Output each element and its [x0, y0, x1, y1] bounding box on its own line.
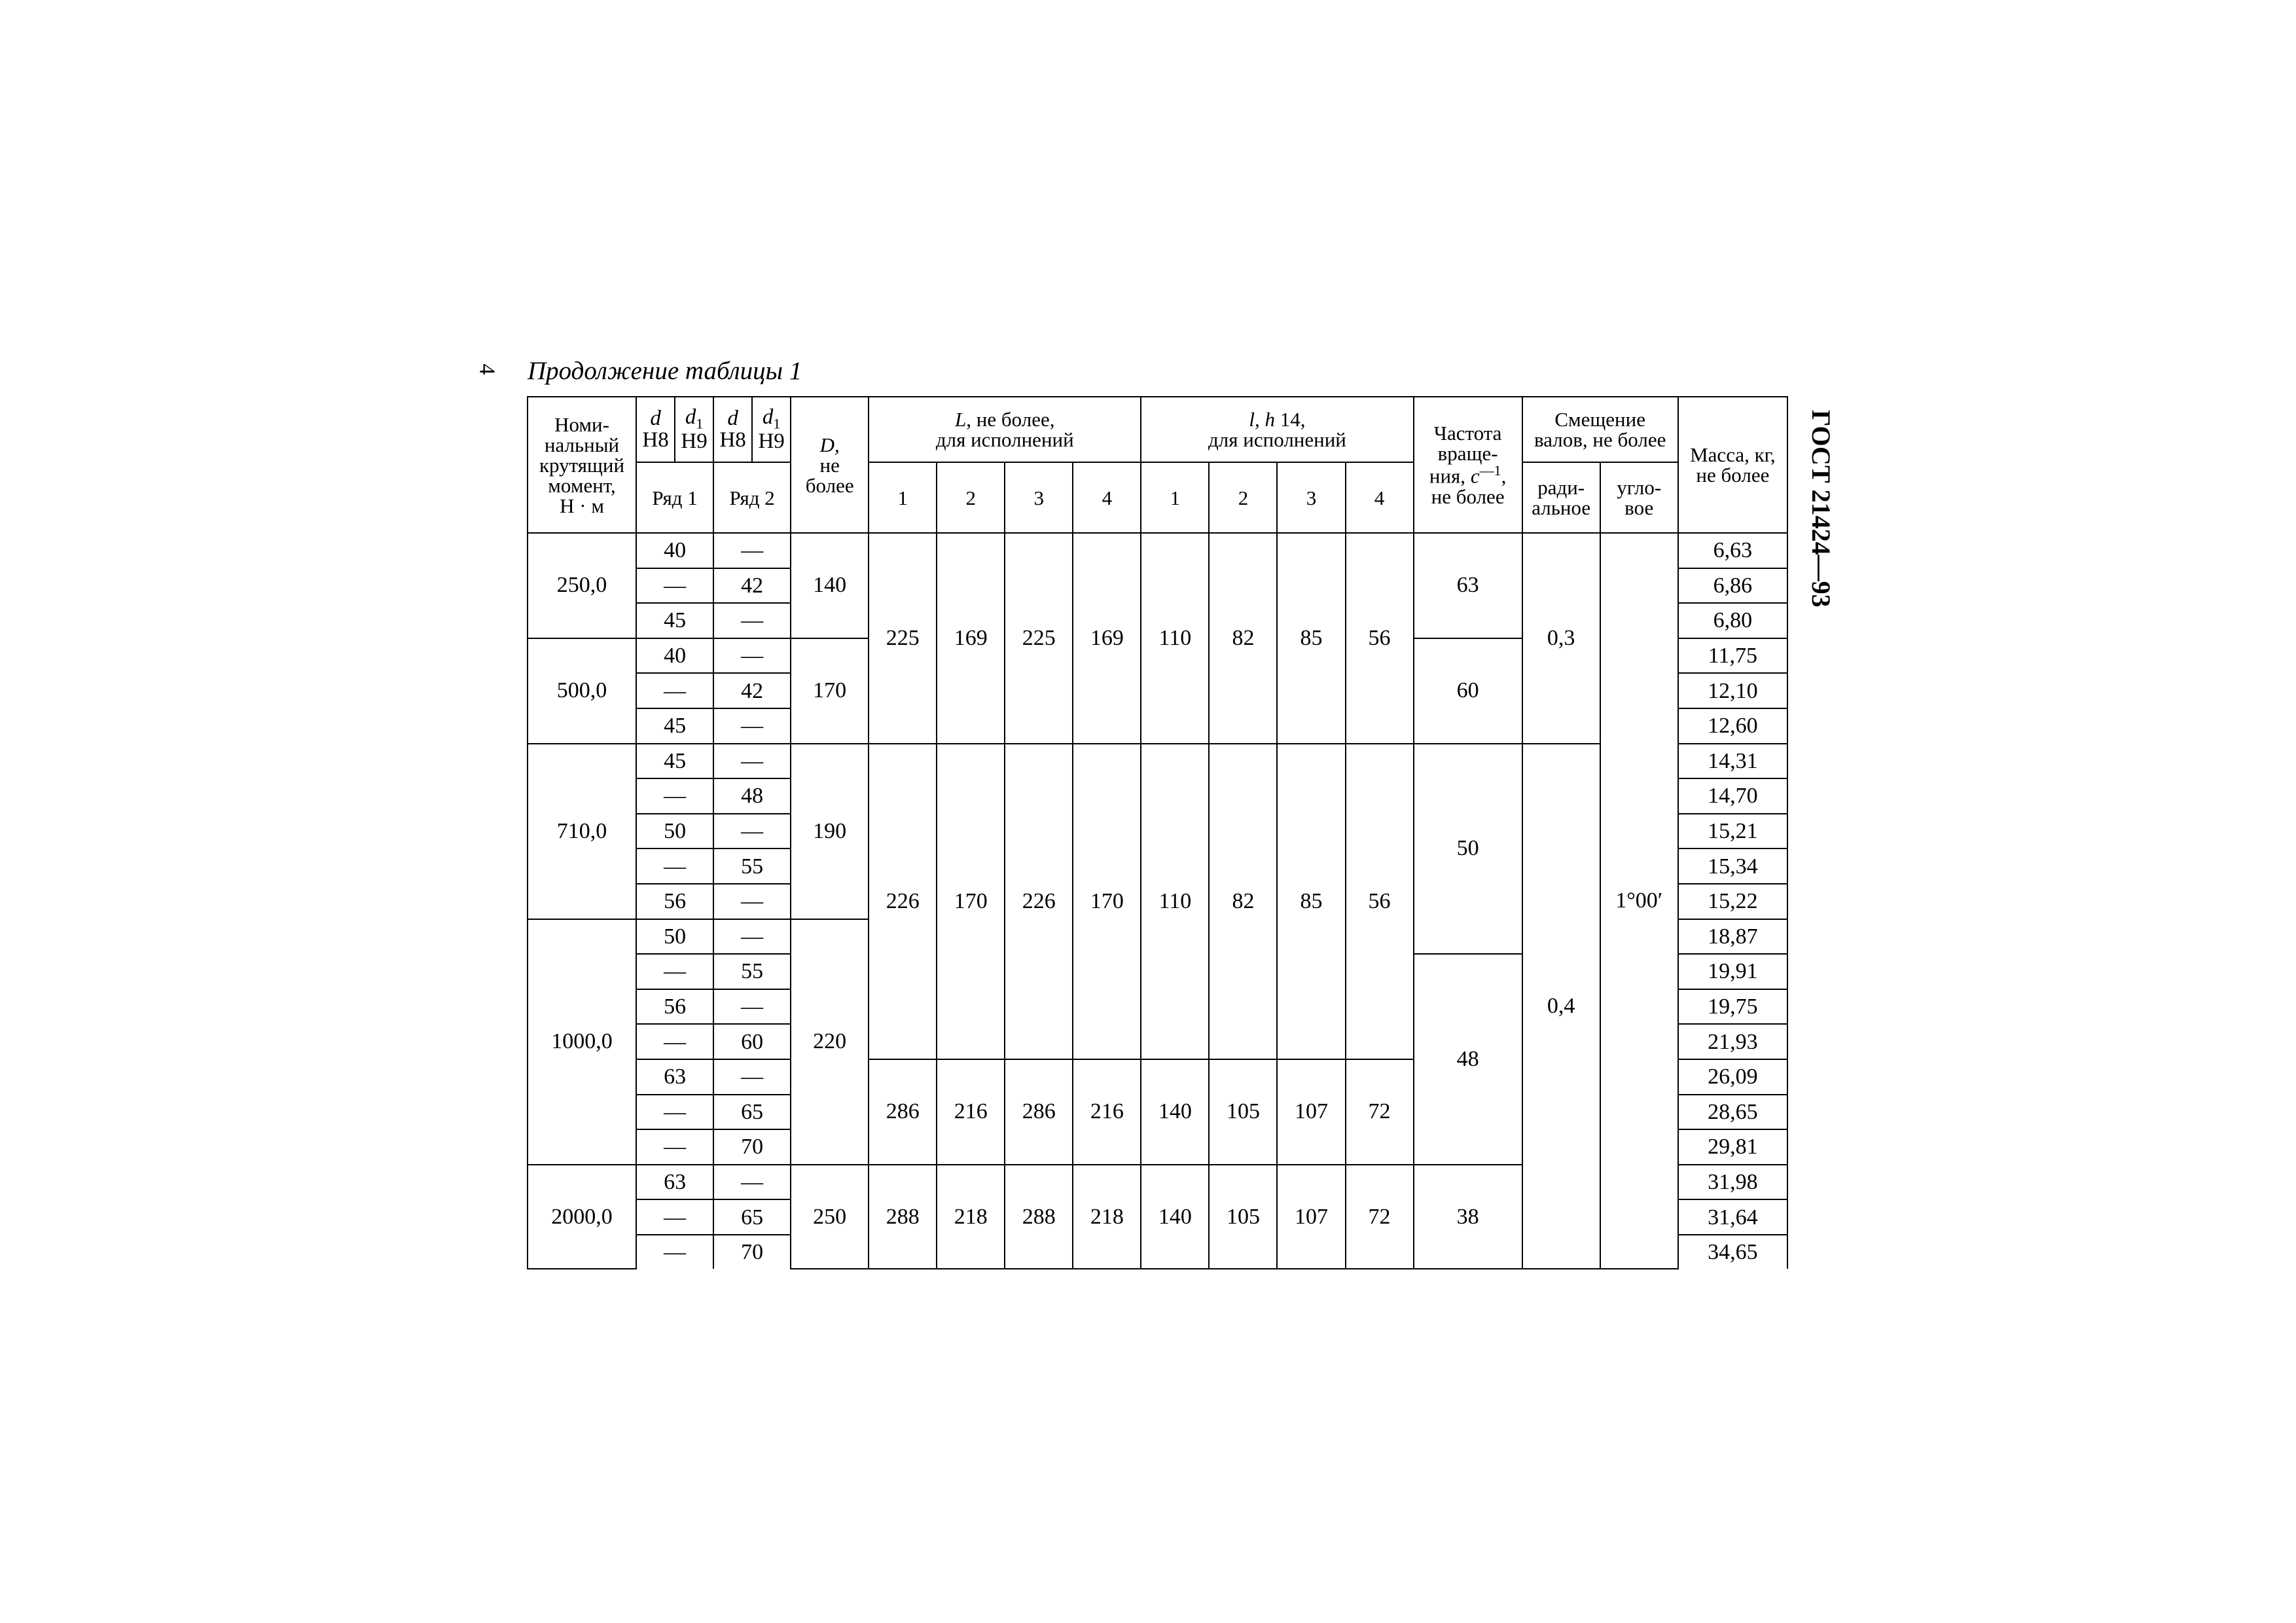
header-d-row1 [636, 397, 675, 462]
l-cell: 85 [1277, 744, 1345, 1059]
mass-cell: 14,31 [1678, 744, 1787, 779]
bore-row1-cell: 40 [636, 533, 713, 568]
L-symbol: L [955, 408, 967, 431]
bore-row1-cell: 45 [636, 744, 713, 779]
mass-cell: 14,70 [1678, 778, 1787, 814]
bore-row1-cell: — [636, 568, 713, 604]
bore-row1-cell: 40 [636, 638, 713, 674]
L-cell: 226 [869, 744, 937, 1059]
bore-row2-cell: — [713, 884, 791, 919]
mass-cell: 12,60 [1678, 708, 1787, 744]
l-cell: 140 [1141, 1059, 1209, 1165]
l-cell: 82 [1209, 744, 1277, 1059]
header-mass [1678, 397, 1787, 533]
torque-cell: 250,0 [528, 533, 636, 638]
header-l-2: 2 [1209, 462, 1277, 533]
l-cell: 107 [1277, 1165, 1345, 1269]
L-cell: 169 [1073, 533, 1141, 744]
bore-row2-cell: 42 [713, 568, 791, 604]
header-L [869, 397, 1141, 462]
header-angular [1600, 462, 1678, 533]
D-cell: 190 [791, 744, 869, 919]
D-cell: 250 [791, 1165, 869, 1269]
D-cell: 220 [791, 919, 869, 1165]
mass-cell: 26,09 [1678, 1059, 1787, 1095]
freq-exponent: —1 [1479, 462, 1501, 479]
header-d-row2 [713, 397, 752, 462]
mass-cell: 21,93 [1678, 1024, 1787, 1059]
bore-row1-cell: 50 [636, 919, 713, 955]
header-l-1: 1 [1141, 462, 1209, 533]
header-l [1141, 397, 1413, 462]
header-torque [528, 397, 636, 533]
L-cell: 169 [937, 533, 1005, 744]
L-cell: 170 [937, 744, 1005, 1059]
freq-text-b: , не более [1431, 464, 1507, 508]
mass-cell: 31,64 [1678, 1199, 1787, 1235]
bore-row2-cell: — [713, 814, 791, 849]
bore-row2-cell: — [713, 603, 791, 638]
h8-label: H8 [642, 428, 669, 452]
l-cell: 72 [1346, 1059, 1414, 1165]
header-radial [1522, 462, 1600, 533]
bore-row1-cell: 45 [636, 708, 713, 744]
bore-row2-cell: — [713, 708, 791, 744]
frequency-cell: 38 [1414, 1165, 1522, 1269]
L-cell: 216 [1073, 1059, 1141, 1165]
mass-cell: 11,75 [1678, 638, 1787, 674]
d-symbol: d [650, 407, 661, 430]
D-cell: 140 [791, 533, 869, 638]
l-cell: 140 [1141, 1165, 1209, 1269]
l-cell: 107 [1277, 1059, 1345, 1165]
table-row [528, 744, 1787, 779]
D-symbol: D, [819, 433, 840, 456]
bore-row2-cell: 70 [713, 1235, 791, 1269]
d1-symbol: d [762, 405, 774, 429]
coupling-table [527, 396, 1788, 1269]
l-cell: 56 [1346, 533, 1414, 744]
L-cell: 288 [869, 1165, 937, 1269]
L-cell: 218 [1073, 1165, 1141, 1269]
h9-label: H9 [758, 429, 785, 454]
l-symbol: l, h [1249, 408, 1276, 431]
frequency-cell: 60 [1414, 638, 1522, 744]
header-L-1: 1 [869, 462, 937, 533]
mass-cell: 6,86 [1678, 568, 1787, 604]
mass-cell: 15,22 [1678, 884, 1787, 919]
d1-subscript: 1 [696, 415, 704, 432]
l-text: 14, для исполнений [1208, 408, 1346, 451]
d1-symbol: d [685, 405, 696, 429]
bore-row1-cell: 63 [636, 1165, 713, 1200]
angular-text: угло- вое [1617, 476, 1662, 519]
bore-row1-cell: — [636, 1129, 713, 1165]
mass-cell: 19,75 [1678, 989, 1787, 1025]
bore-row2-cell: 48 [713, 778, 791, 814]
header-shift [1522, 397, 1678, 462]
bore-row2-cell: 55 [713, 954, 791, 989]
page-number: 4 [475, 363, 499, 375]
header-l-3: 3 [1277, 462, 1345, 533]
frequency-cell: 48 [1414, 954, 1522, 1165]
L-cell: 170 [1073, 744, 1141, 1059]
header-L-3: 3 [1005, 462, 1073, 533]
bore-row1-cell: 63 [636, 1059, 713, 1095]
L-cell: 225 [1005, 533, 1073, 744]
angular-shift-cell: 1°00′ [1600, 533, 1678, 1269]
mass-cell: 6,80 [1678, 603, 1787, 638]
mass-cell: 19,91 [1678, 954, 1787, 989]
radial-shift-cell: 0,4 [1522, 744, 1600, 1269]
mass-cell: 15,21 [1678, 814, 1787, 849]
bore-row1-cell: 45 [636, 603, 713, 638]
bore-row2-cell: — [713, 638, 791, 674]
D-cell: 170 [791, 638, 869, 744]
radial-text: ради- альное [1532, 476, 1591, 519]
shift-text: Смещение валов, не более [1534, 408, 1666, 451]
d-symbol: d [727, 407, 738, 430]
header-row2: Ряд 2 [713, 462, 791, 533]
h8-label: H8 [719, 428, 746, 452]
mass-cell: 15,34 [1678, 848, 1787, 884]
mass-cell: 31,98 [1678, 1165, 1787, 1200]
l-cell: 105 [1209, 1165, 1277, 1269]
L-cell: 225 [869, 533, 937, 744]
l-cell: 56 [1346, 744, 1414, 1059]
l-cell: 85 [1277, 533, 1345, 744]
table-row [528, 533, 1787, 568]
l-cell: 110 [1141, 533, 1209, 744]
bore-row2-cell: 65 [713, 1095, 791, 1130]
h9-label: H9 [681, 429, 708, 454]
L-text: , не более, для исполнений [935, 408, 1074, 451]
frequency-cell: 50 [1414, 744, 1522, 955]
bore-row2-cell: — [713, 919, 791, 955]
bore-row2-cell: — [713, 989, 791, 1025]
l-cell: 82 [1209, 533, 1277, 744]
torque-cell: 1000,0 [528, 919, 636, 1165]
bore-row1-cell: — [636, 1095, 713, 1130]
L-cell: 216 [937, 1059, 1005, 1165]
L-cell: 286 [869, 1059, 937, 1165]
bore-row2-cell: 60 [713, 1024, 791, 1059]
bore-row1-cell: — [636, 848, 713, 884]
bore-row2-cell: 70 [713, 1129, 791, 1165]
frequency-cell: 63 [1414, 533, 1522, 638]
bore-row2-cell: — [713, 1059, 791, 1095]
L-cell: 226 [1005, 744, 1073, 1059]
radial-shift-cell: 0,3 [1522, 533, 1600, 744]
torque-cell: 710,0 [528, 744, 636, 919]
standard-designation: ГОСТ 21424—93 [1806, 410, 1836, 608]
header-L-4: 4 [1073, 462, 1141, 533]
bore-row1-cell: — [636, 1235, 713, 1269]
header-l-4: 4 [1346, 462, 1414, 533]
L-cell: 288 [1005, 1165, 1073, 1269]
bore-row2-cell: 55 [713, 848, 791, 884]
bore-row1-cell: 56 [636, 989, 713, 1025]
l-cell: 105 [1209, 1059, 1277, 1165]
bore-row2-cell: — [713, 533, 791, 568]
header-L-2: 2 [937, 462, 1005, 533]
header-d1-row1 [675, 397, 713, 462]
bore-row1-cell: — [636, 778, 713, 814]
bore-row1-cell: 56 [636, 884, 713, 919]
mass-cell: 28,65 [1678, 1095, 1787, 1130]
torque-cell: 500,0 [528, 638, 636, 744]
mass-cell: 29,81 [1678, 1129, 1787, 1165]
D-text: не более [805, 453, 854, 497]
bore-row1-cell: — [636, 1024, 713, 1059]
bore-row2-cell: — [713, 744, 791, 779]
bore-row1-cell: 50 [636, 814, 713, 849]
bore-row1-cell: — [636, 673, 713, 708]
mass-cell: 12,10 [1678, 673, 1787, 708]
header-torque-text: Номи- нальный крутящий момент, Н · м [539, 412, 625, 517]
bore-row1-cell: — [636, 954, 713, 989]
header-d1-row2 [752, 397, 791, 462]
torque-cell: 2000,0 [528, 1165, 636, 1269]
mass-cell: 18,87 [1678, 919, 1787, 955]
freq-text-a: Частота враще- ния, [1429, 422, 1502, 488]
bore-row2-cell: — [713, 1165, 791, 1200]
bore-row1-cell: — [636, 1199, 713, 1235]
table-caption: Продолжение таблицы 1 [528, 357, 802, 385]
mass-text: Масса, кг, не более [1690, 443, 1776, 486]
header-D [791, 397, 869, 533]
L-cell: 286 [1005, 1059, 1073, 1165]
d1-subscript: 1 [773, 415, 781, 432]
header-row1: Ряд 1 [636, 462, 713, 533]
header-frequency [1414, 397, 1522, 533]
mass-cell: 34,65 [1678, 1235, 1787, 1269]
L-cell: 218 [937, 1165, 1005, 1269]
mass-cell: 6,63 [1678, 533, 1787, 568]
l-cell: 72 [1346, 1165, 1414, 1269]
bore-row2-cell: 42 [713, 673, 791, 708]
freq-unit: c [1470, 464, 1480, 488]
bore-row2-cell: 65 [713, 1199, 791, 1235]
l-cell: 110 [1141, 744, 1209, 1059]
